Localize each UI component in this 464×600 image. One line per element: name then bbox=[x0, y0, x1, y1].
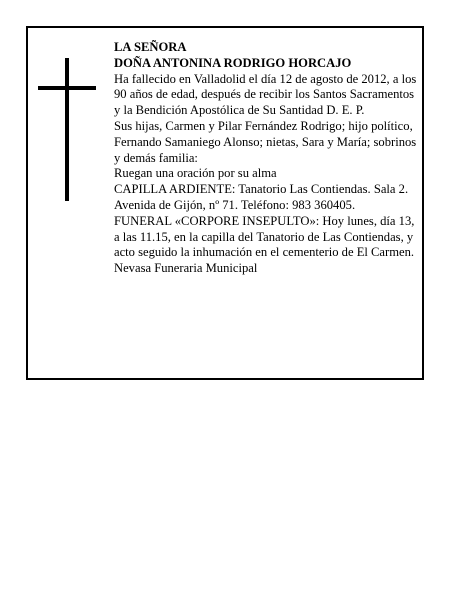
obituary-notice bbox=[26, 26, 424, 380]
funeral-info: FUNERAL «CORPORE INSEPULTO»: Hoy lunes, día 13, a las 11.15, en la capilla del Tanatorio de Las Contiendas, y acto seguido la inhumación en el cementerio de El Carmen. bbox=[114, 213, 415, 260]
cross-vertical-bar bbox=[65, 58, 69, 201]
death-announcement: Ha fallecido en Valladolid el día 12 de agosto de 2012, a los 90 años de edad, después de recibir los Santos Sacramentos y la Bendición Apostólica de Su Santidad D. E. P. bbox=[114, 71, 417, 118]
notice-title: LA SEÑORA bbox=[114, 40, 187, 54]
cross-horizontal-bar bbox=[38, 86, 96, 90]
deceased-name: DOÑA ANTONINA RODRIGO HORCAJO bbox=[114, 55, 352, 70]
cross-icon bbox=[38, 58, 96, 201]
prayer-request: Ruegan una oración por su alma bbox=[114, 166, 277, 181]
notice-text bbox=[114, 40, 418, 277]
funeral-home: Nevasa Funeraria Municipal bbox=[114, 261, 258, 276]
family-list: Sus hijas, Carmen y Pilar Fernández Rodrigo; hijo político, Fernando Samaniego Alonso; nietas, Sara y María; sobrinos y demás familia: bbox=[114, 118, 417, 165]
chapel-info: CAPILLA ARDIENTE: Tanatorio Las Contiendas. Sala 2. Avenida de Gijón, nº 71. Teléfono: 983 360405. bbox=[114, 182, 409, 212]
